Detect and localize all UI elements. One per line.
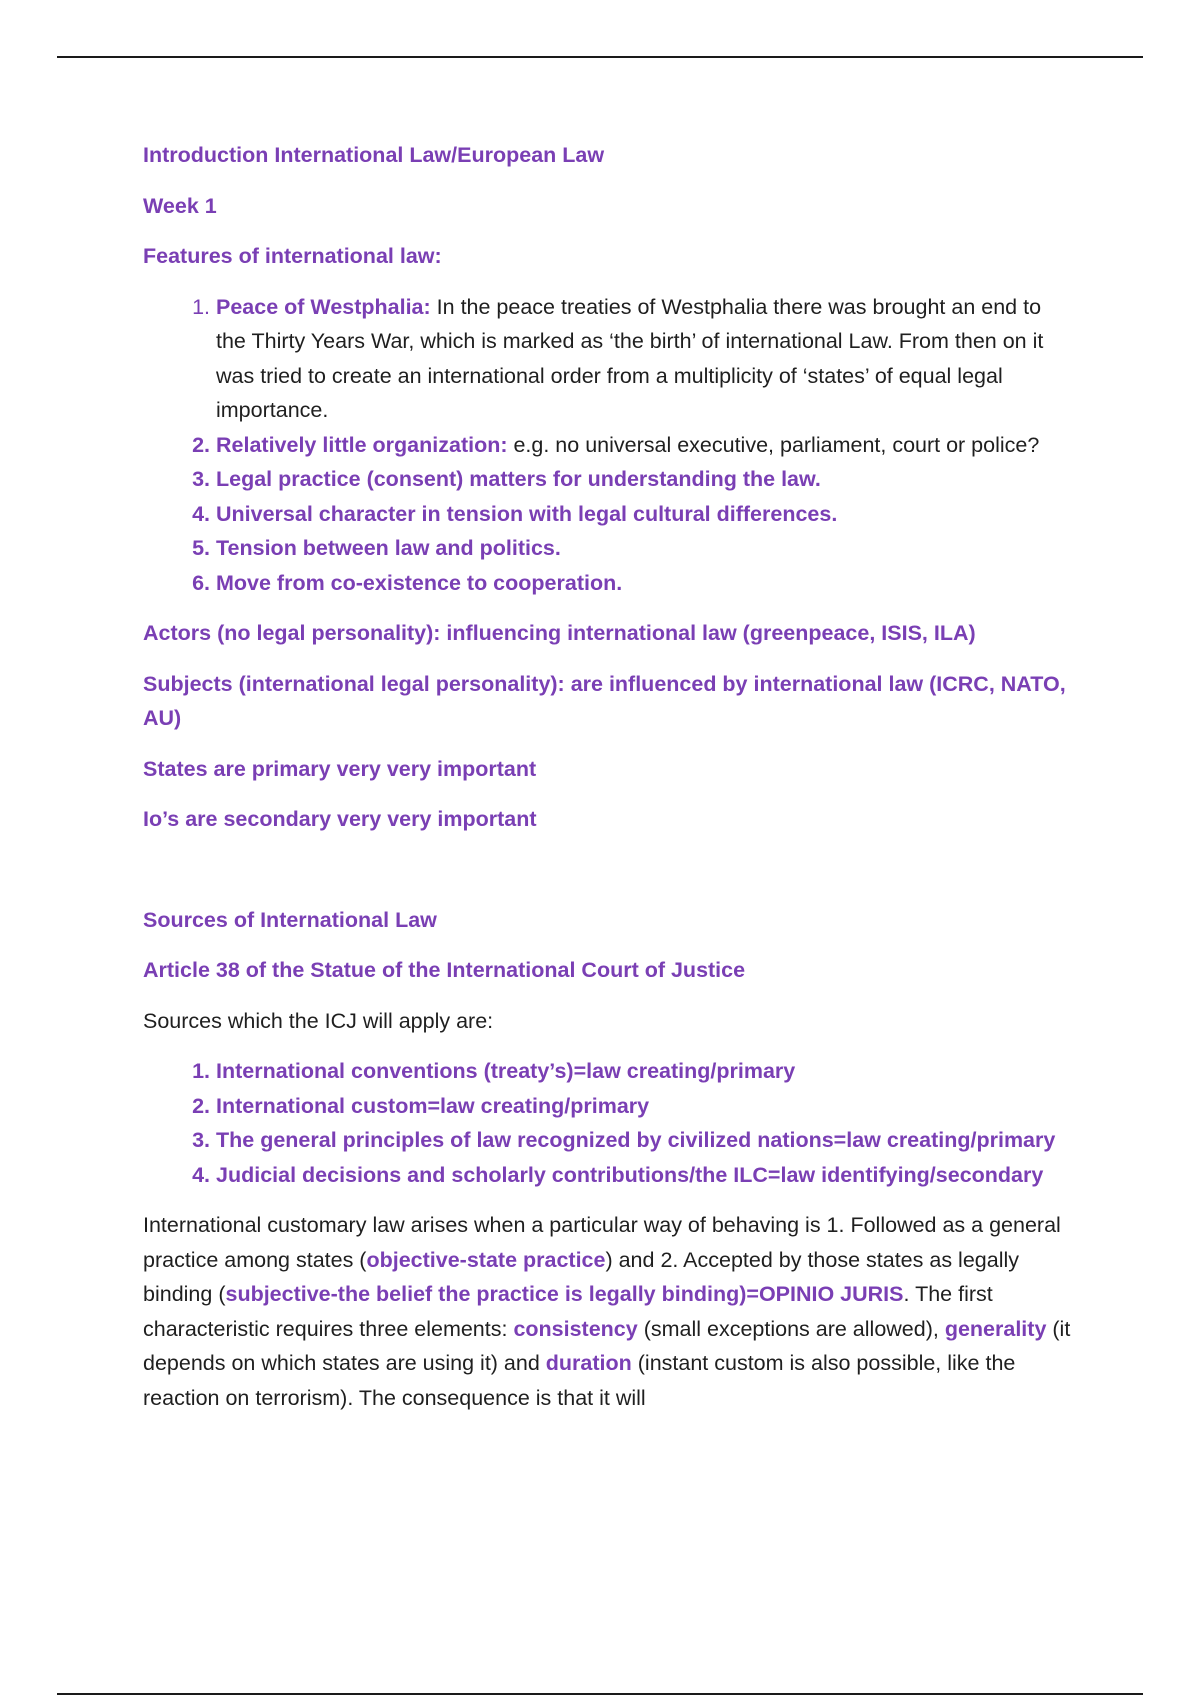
list-item: 3. Legal practice (consent) matters for understanding the law. (216, 462, 1073, 497)
sources-list (143, 1054, 1073, 1192)
actors-heading: Actors (no legal personality): influencing international law (greenpeace, ISIS, ILA) (143, 621, 976, 645)
list-item: 1. International conventions (treaty’s)=law creating/primary (216, 1054, 1073, 1089)
top-rule (57, 56, 1143, 58)
custom-paragraph: International customary law arises when a particular way of behaving is 1. Followed as a general practice among states (objective-state practice) and 2. Accepted by those states as legally binding (subjective-the belief the practice is legally binding)=OPINIO JURIS. The first characteristic requires three elements: consistency (small exceptions are allowed), generality (it depends on which states are using it) and duration (instant custom is also possible, like the reaction on terrorism). The consequence is that it will (143, 1213, 1071, 1410)
list-item: 2. International custom=law creating/primary (216, 1089, 1073, 1124)
list-item: 3. The general principles of law recognized by civilized nations=law creating/primary (216, 1123, 1073, 1158)
article-heading: Article 38 of the Statue of the International Court of Justice (143, 958, 746, 982)
states-heading: States are primary very very important (143, 756, 537, 781)
sources-heading: Sources of International Law (143, 907, 437, 932)
list-item: 5. Tension between law and politics. (216, 531, 1073, 566)
list-item: 4. Universal character in tension with legal cultural differences. (216, 497, 1073, 532)
ios-heading: Io’s are secondary very very important (143, 807, 537, 831)
list-item: 1. Peace of Westphalia: In the peace treaties of Westphalia there was brought an end to the Thirty Years War, which is marked as ‘the birth’ of international Law. From then on it was tried to create an international order from a multiplicity of ‘states’ of equal legal importance. (216, 290, 1073, 428)
document-title: Introduction International Law/European Law (143, 143, 605, 167)
spacer (143, 853, 1073, 903)
features-list (143, 290, 1073, 601)
sources-intro: Sources which the ICJ will apply are: (143, 1008, 494, 1033)
features-heading: Features of international law: (143, 244, 442, 268)
document-body (143, 138, 1073, 1431)
bottom-rule (57, 1693, 1143, 1695)
list-item: 2. Relatively little organization: e.g. no universal executive, parliament, court or police? (216, 428, 1073, 463)
list-item: 6. Move from co-existence to cooperation. (216, 566, 1073, 601)
list-item: 4. Judicial decisions and scholarly contributions/the ILC=law identifying/secondary (216, 1158, 1073, 1193)
week-heading: Week 1 (143, 193, 217, 218)
subjects-heading: Subjects (international legal personality): are influenced by international law (ICRC, NATO, AU) (143, 671, 1066, 730)
